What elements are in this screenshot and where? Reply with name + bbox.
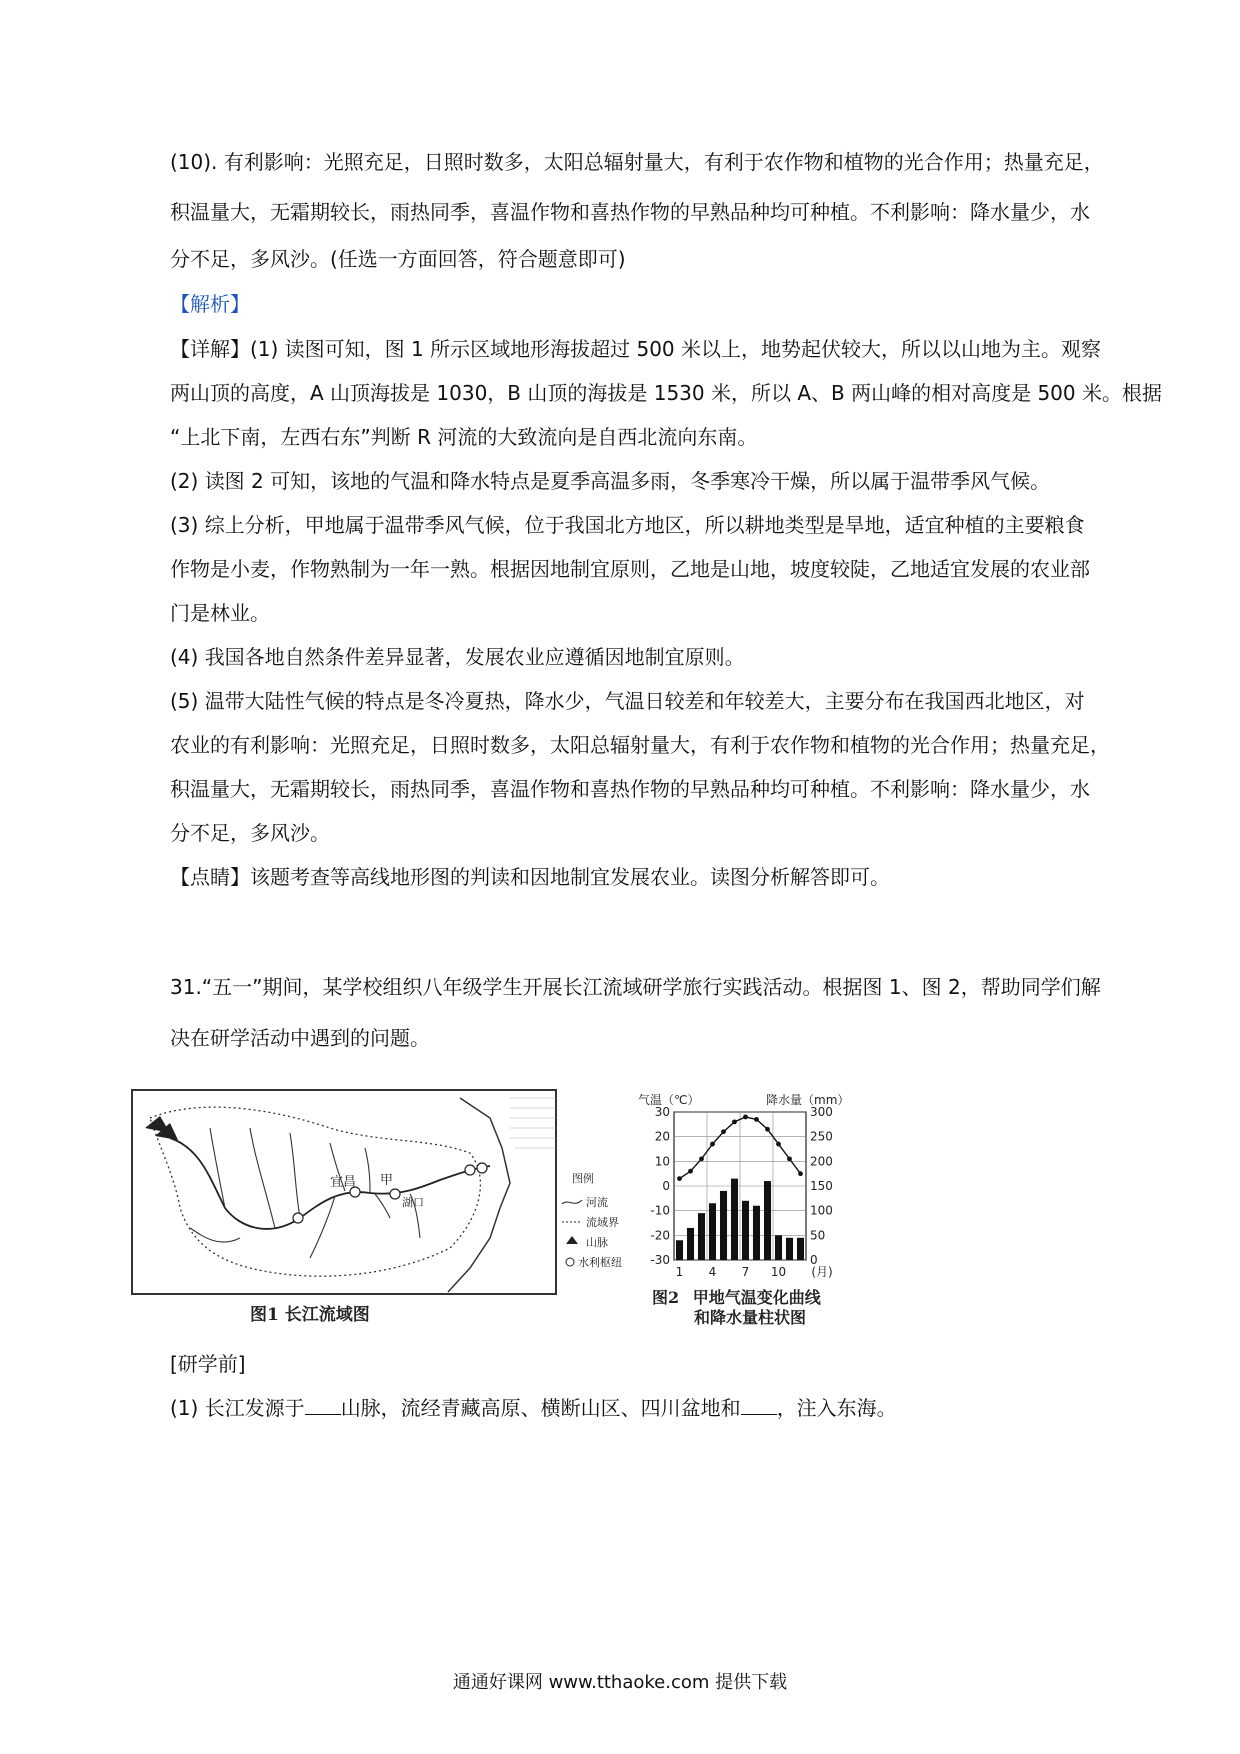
temp-point-12 (798, 1171, 803, 1176)
detail-3-line2: 作物是小麦，作物熟制为一年一熟。根据因地制宜原则，乙地是山地，坡度较陡，乙地适宜发展的农业部 (170, 557, 1090, 581)
temp-point-1 (677, 1176, 682, 1181)
precip-tick-label: 100 (810, 1203, 833, 1218)
month-tick-label: 4 (708, 1265, 717, 1279)
temp-point-5 (721, 1129, 726, 1134)
precip-bar-7 (742, 1201, 749, 1260)
detail-5-line3: 积温量大，无霜期较长，雨热同季，喜温作物和喜热作物的早熟品种均可种植。不利影响：降水量少，水 (170, 777, 1090, 801)
map-drawing (130, 1088, 560, 1298)
precip-bar-6 (731, 1179, 738, 1260)
temp-point-10 (776, 1142, 781, 1147)
temp-point-4 (710, 1142, 715, 1147)
temp-point-3 (699, 1156, 704, 1161)
temp-point-2 (688, 1169, 693, 1174)
q31-sub1 (170, 1394, 897, 1422)
detail-5-line2: 农业的有利影响：光照充足，日照时数多，太阳总辐射量大，有利于农作物和植物的光合作用；热量充足， (170, 733, 1110, 757)
precip-bar-4 (709, 1203, 716, 1260)
page-footer: 通通好课网 www.tthaoke.com 提供下载 (452, 1672, 788, 1693)
chart-caption-prefix: 图2 (652, 1288, 680, 1307)
temp-tick-label: -20 (650, 1228, 670, 1243)
precip-bar-10 (775, 1235, 782, 1260)
answer-10-line1: (10). 有利影响：光照充足，日照时数多，太阳总辐射量大，有利于农作物和植物的光合作用；热量充足， (170, 150, 1104, 174)
precip-bar-2 (687, 1228, 694, 1260)
q31-sub1-part-c: ，注入东海。 (776, 1396, 897, 1420)
temp-tick-label: -10 (650, 1203, 670, 1218)
answer-10-line2: 积温量大，无霜期较长，雨热同季，喜温作物和喜热作物的早熟品种均可种植。不利影响：降水量少，水 (170, 200, 1090, 224)
precip-tick-label: 300 (810, 1105, 833, 1119)
legend-river: 河流 (586, 1196, 608, 1209)
map-label-yichang: 宜昌 (330, 1175, 357, 1190)
q31-line1: 31.“五一”期间，某学校组织八年级学生开展长江流域研学旅行实践活动。根据图 1、图 2，帮助同学们解 (170, 975, 1101, 999)
map-label-jia: 甲 (380, 1173, 394, 1188)
temp-point-8 (754, 1117, 759, 1122)
precip-bar-3 (698, 1213, 705, 1260)
precip-bar-9 (764, 1181, 771, 1260)
chart-caption-line1: 甲地气温变化曲线 (692, 1288, 821, 1307)
q31-sub1-part-a: (1) 长江发源于 (170, 1396, 305, 1420)
map-caption: 图1 长江流域图 (250, 1305, 370, 1325)
temp-tick-label: 20 (654, 1129, 670, 1144)
precip-tick-label: 200 (810, 1154, 833, 1169)
month-tick-label: 10 (770, 1265, 787, 1279)
precip-tick-label: 150 (810, 1179, 833, 1193)
analysis-heading: 【解析】 (170, 292, 250, 316)
answer-blank-2[interactable] (741, 1394, 777, 1415)
chart-caption (652, 1288, 821, 1328)
precip-bar-1 (676, 1240, 683, 1260)
precip-bar-12 (797, 1238, 804, 1260)
precip-bar-11 (786, 1238, 793, 1260)
precip-bar-5 (720, 1191, 727, 1260)
legend-dam: 水利枢纽 (578, 1256, 622, 1269)
legend-title: 图例 (572, 1172, 594, 1185)
left-axis-label: 气温（℃） (638, 1093, 700, 1107)
figure-1-map (130, 1088, 560, 1328)
detail-1-line3: “上北下南，左西右东”判断 R 河流的大致流向是自西北流向东南。 (170, 425, 758, 449)
temp-point-11 (787, 1156, 792, 1161)
dianjing: 【点睛】该题考查等高线地形图的判读和因地制宜发展农业。读图分析解答即可。 (170, 865, 890, 889)
temp-tick-label: 30 (654, 1105, 670, 1119)
legend-boundary: 流域界 (586, 1216, 619, 1229)
detail-1-line2: 两山顶的高度，A 山顶海拔是 1030，B 山顶的海拔是 1530 米，所以 A、B 两山峰的相对高度是 500 米。根据 (170, 381, 1162, 405)
precip-tick-label: 0 (810, 1253, 818, 1267)
detail-3-line3: 门是林业。 (170, 601, 270, 625)
section-before-research: [研学前] (170, 1352, 246, 1376)
detail-2: (2) 读图 2 可知，该地的气温和降水特点是夏季高温多雨，冬季寒冷干燥，所以属于温带季风气候。 (170, 469, 1051, 493)
legend-mountain: 山脉 (586, 1236, 608, 1249)
temp-tick-label: 0 (662, 1179, 670, 1193)
right-axis-label: 降水量（mm） (766, 1093, 850, 1107)
temp-point-6 (732, 1119, 737, 1124)
month-tick-label: 7 (741, 1265, 750, 1279)
answer-10-line3: 分不足，多风沙。(任选一方面回答，符合题意即可) (170, 247, 626, 271)
chart-caption-line2: 和降水量柱状图 (694, 1308, 807, 1327)
precip-tick-label: 50 (810, 1228, 826, 1243)
month-tick-label: (月) (811, 1265, 833, 1279)
detail-4: (4) 我国各地自然条件差异显著，发展农业应遵循因地制宜原则。 (170, 645, 745, 669)
answer-blank-1[interactable] (305, 1394, 341, 1415)
precip-tick-label: 250 (810, 1129, 833, 1144)
temp-tick-label: 10 (654, 1154, 670, 1169)
detail-1-line1: 【详解】(1) 读图可知，图 1 所示区域地形海拔超过 500 米以上，地势起伏较大，所以以山地为主。观察 (170, 337, 1102, 361)
figure-2-climate-chart (638, 1090, 878, 1340)
map-label-hukou: 湖口 (402, 1196, 424, 1209)
climate-chart-svg (638, 1090, 878, 1290)
detail-5-line1: (5) 温带大陆性气候的特点是冬冷夏热，降水少，气温日较差和年较差大，主要分布在我国西北地区，对 (170, 689, 1085, 713)
precip-bar-8 (753, 1206, 760, 1260)
detail-3-line1: (3) 综上分析，甲地属于温带季风气候，位于我国北方地区，所以耕地类型是旱地，适宜种植的主要粮食 (170, 513, 1085, 537)
temp-point-7 (743, 1115, 748, 1120)
q31-sub1-part-b: 山脉，流经青藏高原、横断山区、四川盆地和 (340, 1396, 741, 1420)
temp-point-9 (765, 1127, 770, 1132)
detail-5-line4: 分不足，多风沙。 (170, 821, 330, 845)
q31-line2: 决在研学活动中遇到的问题。 (170, 1026, 430, 1050)
month-tick-label: 1 (675, 1265, 684, 1279)
temp-tick-label: -30 (650, 1253, 670, 1267)
map-legend (560, 1168, 640, 1278)
